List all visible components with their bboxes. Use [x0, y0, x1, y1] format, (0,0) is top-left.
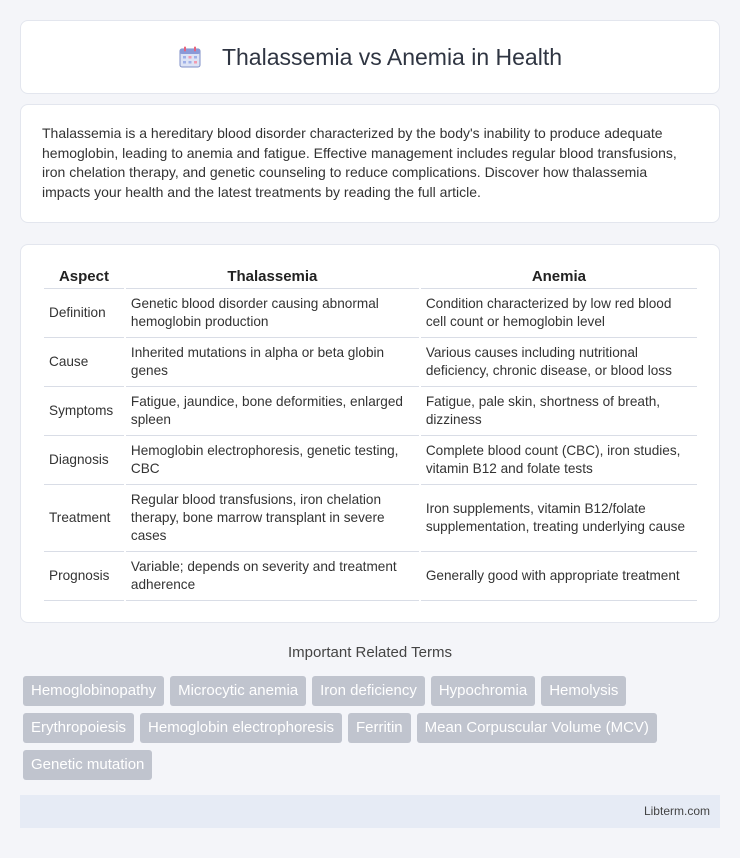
table-row: [44, 552, 697, 601]
table-row: [44, 387, 697, 436]
anemia-cell: Fatigue, pale skin, shortness of breath, dizziness: [421, 387, 697, 436]
footer-brand[interactable]: Libterm.com: [643, 804, 710, 818]
header-anemia: Anemia: [421, 267, 697, 289]
page-title: Thalassemia vs Anemia in Health: [221, 43, 563, 70]
thalassemia-cell: Genetic blood disorder causing abnormal hemoglobin production: [126, 289, 419, 338]
table-header-row: [44, 267, 697, 289]
thalassemia-cell: Inherited mutations in alpha or beta globin genes: [126, 338, 419, 387]
aspect-cell: Prognosis: [44, 552, 124, 601]
tag-iron-deficiency[interactable]: Iron deficiency: [312, 676, 425, 706]
table-row: [44, 289, 697, 338]
header-thalassemia: Thalassemia: [126, 267, 419, 289]
tag-hemoglobin-electrophoresis[interactable]: Hemoglobin electrophoresis: [140, 713, 342, 743]
anemia-cell: Complete blood count (CBC), iron studies, vitamin B12 and folate tests: [421, 436, 697, 485]
table-row: [44, 485, 697, 552]
related-terms-title: Important Related Terms: [288, 644, 452, 661]
thalassemia-cell: Regular blood transfusions, iron chelation therapy, bone marrow transplant in severe cases: [126, 485, 419, 552]
tag-hemoglobinopathy[interactable]: Hemoglobinopathy: [23, 676, 164, 706]
thalassemia-cell: Fatigue, jaundice, bone deformities, enlarged spleen: [126, 387, 419, 436]
comparison-table: [42, 267, 699, 601]
aspect-cell: Diagnosis: [44, 436, 124, 485]
table-row: [44, 338, 697, 387]
intro-card: [20, 104, 720, 223]
thalassemia-cell: Variable; depends on severity and treatment adherence: [126, 552, 419, 601]
intro-text: Thalassemia is a hereditary blood disorder characterized by the body's inability to produce adequate hemoglobin, leading to anemia and fatigue. Effective management includes regular blood transfusions, iron chelation therapy, and genetic counseling to reduce complications. Discover how thalassemia impacts your health and the latest treatments by reading the full article.: [42, 125, 677, 200]
footer: [20, 795, 720, 828]
header-aspect: Aspect: [44, 267, 124, 289]
tag-microcytic-anemia[interactable]: Microcytic anemia: [170, 676, 306, 706]
aspect-cell: Symptoms: [44, 387, 124, 436]
calendar-icon: [178, 45, 202, 69]
tag-ferritin[interactable]: Ferritin: [348, 713, 411, 743]
aspect-cell: Definition: [44, 289, 124, 338]
tag-hypochromia[interactable]: Hypochromia: [431, 676, 535, 706]
header-card: [20, 20, 720, 94]
tag-hemolysis[interactable]: Hemolysis: [541, 676, 626, 706]
aspect-cell: Cause: [44, 338, 124, 387]
aspect-cell: Treatment: [44, 485, 124, 552]
table-row: [44, 436, 697, 485]
anemia-cell: Generally good with appropriate treatment: [421, 552, 697, 601]
anemia-cell: Condition characterized by low red blood cell count or hemoglobin level: [421, 289, 697, 338]
thalassemia-cell: Hemoglobin electrophoresis, genetic testing, CBC: [126, 436, 419, 485]
tag-erythropoiesis[interactable]: Erythropoiesis: [23, 713, 134, 743]
comparison-card: [20, 244, 720, 623]
tag-mcv[interactable]: Mean Corpuscular Volume (MCV): [417, 713, 657, 743]
anemia-cell: Iron supplements, vitamin B12/folate supplementation, treating underlying cause: [421, 485, 697, 552]
related-terms-list: [23, 676, 723, 787]
anemia-cell: Various causes including nutritional deficiency, chronic disease, or blood loss: [421, 338, 697, 387]
tag-genetic-mutation[interactable]: Genetic mutation: [23, 750, 152, 780]
